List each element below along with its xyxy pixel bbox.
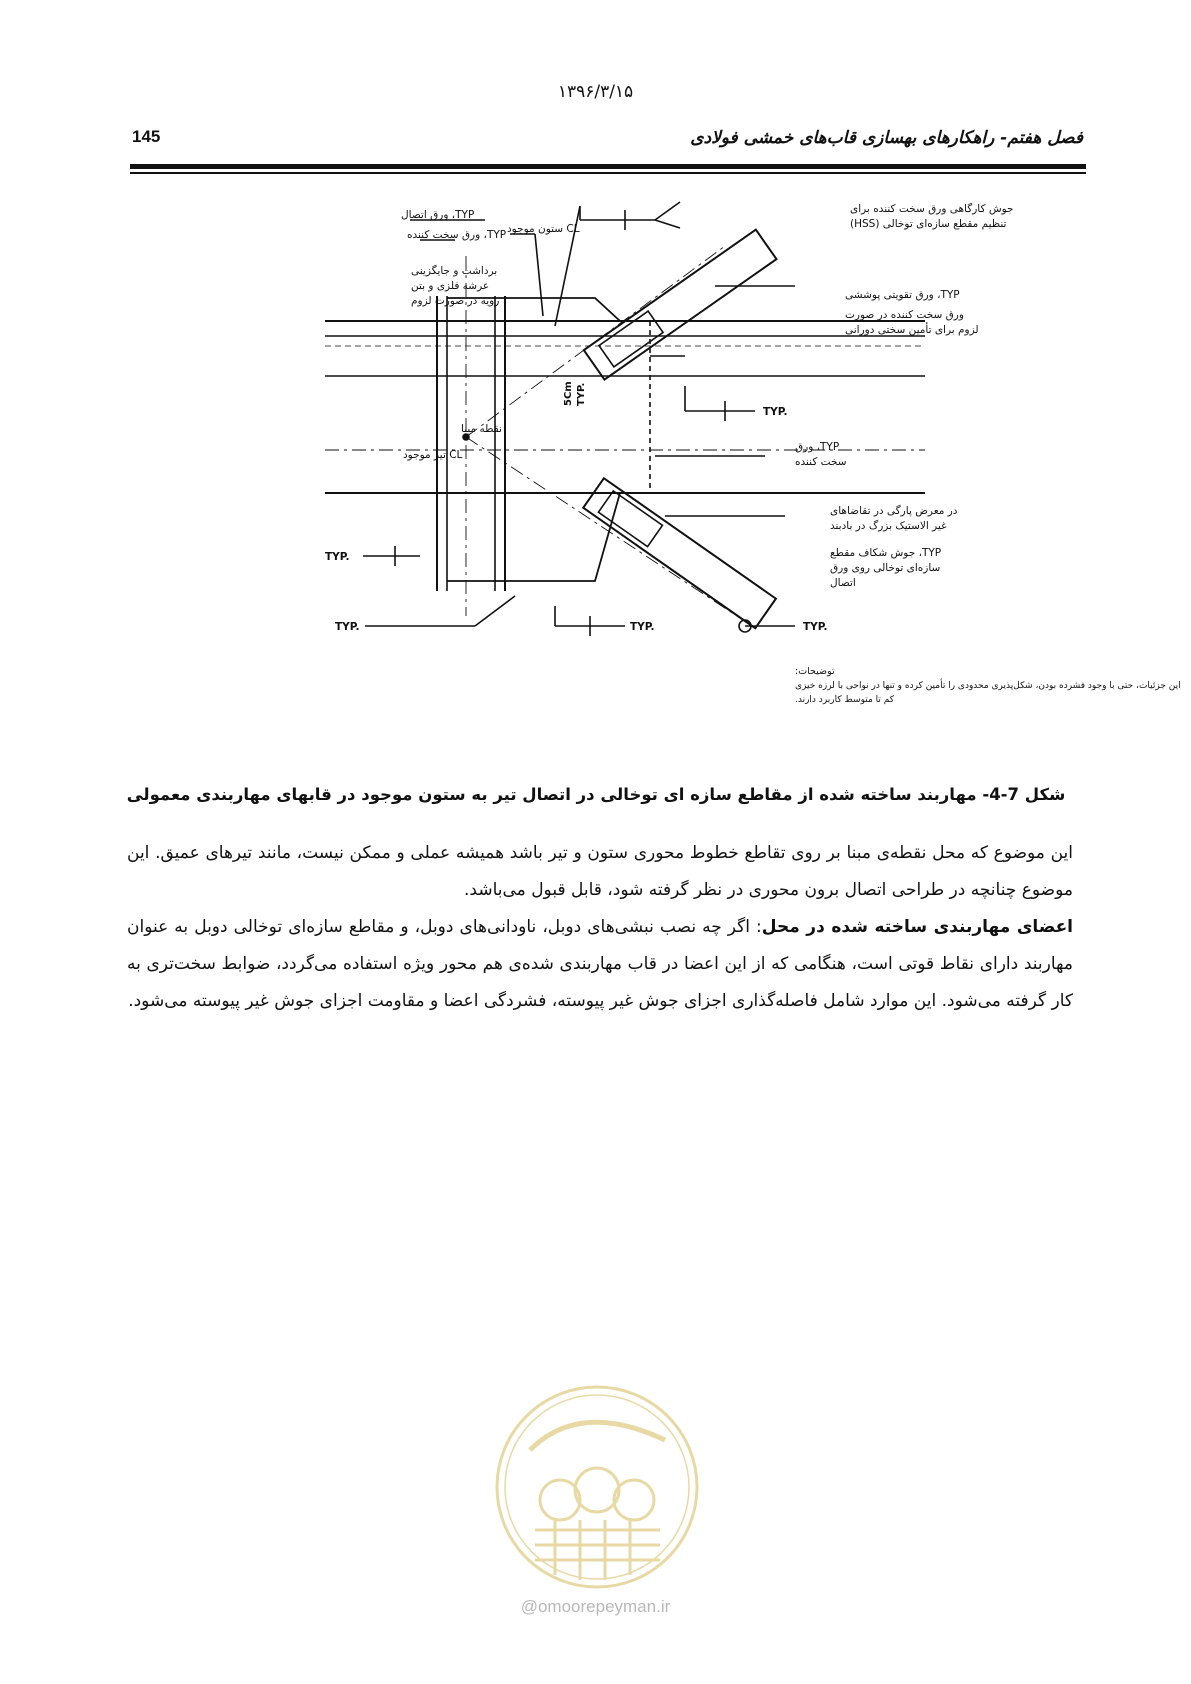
paragraph-2-text: : اگر چه نصب نبشی‌های دوبل، ناودانی‌های دوبل، و مقاطع سازه‌ای توخالی دوبل به عنوان مهاربند دارای نقاط قوتی است، هنگامی که از این اعضا در قاب مهاربندی شده‌ی هم محور ویژه استفاده می‌گردد، ضوابط سخت‌تری به کار گرفته می‌شود. این موارد شامل فاصله‌گذاری اجزای جوش غیر پیوسته، فشردگی اعضا و مقاومت اجزای جوش غیر پیوسته می‌شود. [127, 917, 1073, 1011]
omoore-peyman-seal-logo [490, 1380, 704, 1594]
chapter-title: فصل هفتم- راهکارهای بهسازی قاب‌های خمشی فولادی [690, 128, 1083, 148]
label-slot-weld-2: سازه‌ای توخالی روی ورق [830, 562, 941, 574]
label-remove-replace-1: برداشت و جایگزینی [411, 265, 498, 277]
dimension-5cm: 5Cm [563, 381, 574, 406]
paragraph-2 [127, 909, 1073, 1020]
notes-title: توضیحات: [795, 666, 835, 677]
print-date: ۱۳۹۶/۳/۱۵ [557, 82, 634, 102]
page-number: 145 [132, 127, 161, 146]
notes-line-1: این جزئیات، حتی با وجود فشرده بودن، شکل‌پذیری محدودی را تأمین کرده و تنها در نواحی با لرزه خیزی [795, 681, 1181, 691]
label-remove-replace-2: عرشه فلزی و بتن [411, 280, 490, 292]
brace-connection-detail-figure [325, 196, 1181, 776]
header-rule-thick [130, 164, 1086, 169]
label-typ-right: TYP. [763, 406, 788, 418]
paragraph-2-heading: اعضای مهاربندی ساخته شده در محل [761, 917, 1074, 937]
label-typ-bottom-left: TYP. [335, 621, 360, 633]
label-stiffener-if-needed-2: لزوم برای تأمین سختی دورانی [845, 324, 979, 336]
label-shop-weld-2: تنظیم مقطع سازه‌ای توخالی (HSS) [850, 218, 1007, 230]
dimension-typ: TYP. [576, 382, 587, 406]
label-work-point: نقطه مبنا [461, 423, 502, 435]
label-tear-1: در معرض پارگی در تقاضاهای [830, 505, 958, 517]
header-rule-thin [130, 172, 1086, 174]
label-shop-weld-1: جوش کارگاهی ورق سخت کننده برای [850, 203, 1014, 215]
label-column-centerline: CL ستون موجود [507, 223, 580, 235]
label-slot-weld-1: TYP، جوش شکاف مقطع [830, 547, 942, 559]
paragraph-1: این موضوع که محل نقطه‌ی مبنا بر روی تقاطع خطوط محوری ستون و تیر باشد همیشه عملی و ممکن نیست، مانند تیرهای عمیق. این موضوع چنانچه در طراحی اتصال برون محوری در نظر گرفته شود، قابل قبول می‌باشد. [127, 843, 1073, 900]
label-stiffener-if-needed-1: ورق سخت کننده در صورت [845, 309, 964, 321]
notes-line-2: کم تا متوسط کاربرد دارند. [795, 695, 895, 705]
label-beam-centerline: CL تیر موجود [403, 449, 463, 461]
label-typ-plate-1: TYP، ورق [795, 441, 840, 453]
label-typ-cover-plate: TYP، ورق تقویتی پوششی [845, 289, 960, 301]
label-typ-plate-2: سخت کننده [795, 456, 847, 468]
label-typ-left: TYP. [325, 551, 350, 563]
label-typ-conn-plate: TYP، ورق اتصال [401, 209, 475, 221]
label-typ-bottom-mid: TYP. [630, 621, 655, 633]
figure-caption: شکل 7-4- مهاربند ساخته شده از مقاطع سازه ای توخالی در اتصال تیر به ستون موجود در قابهای مهاربندی معمولی [126, 785, 1066, 804]
label-typ-stiffener: TYP، ورق سخت کننده [407, 229, 507, 241]
label-slot-weld-3: اتصال [830, 577, 856, 589]
label-tear-2: غیر الاستیک بزرگ در بادبند [830, 520, 947, 532]
label-typ-bottom-right: TYP. [803, 621, 828, 633]
watermark-site-url: @omoorepeyman.ir [520, 1597, 671, 1616]
body-text [127, 835, 1073, 1020]
label-remove-replace-3: رویه در صورت لزوم [411, 295, 500, 307]
